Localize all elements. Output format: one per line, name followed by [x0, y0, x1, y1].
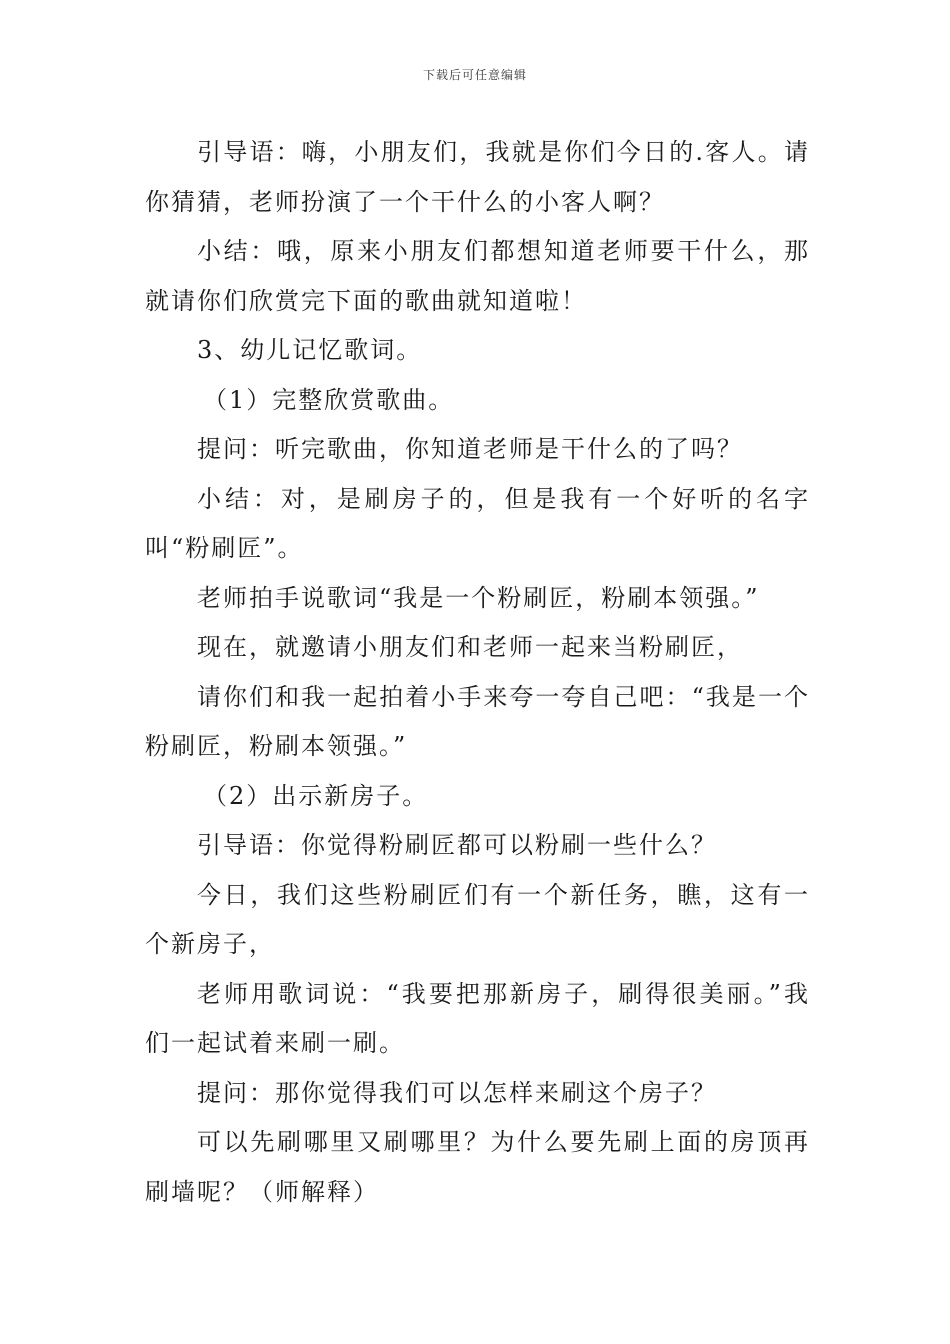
document-body: [145, 128, 810, 1217]
paragraph-substep-1: （1）完整欣赏歌曲。: [203, 385, 455, 414]
paragraph-new-task: 今日，我们这些粉刷匠们有一个新任务，瞧，这有一个新房子，: [145, 880, 810, 958]
paragraph-summary-1: 小结：哦，原来小朋友们都想知道老师要干什么，那就请你们欣赏完下面的歌曲就知道啦！: [145, 237, 810, 315]
paragraph-clap-praise: 请你们和我一起拍着小手来夸一夸自己吧：“我是一个粉刷匠，粉刷本领强。”: [145, 682, 810, 760]
paragraph-intro-greeting: 引导语：嗨，小朋友们，我就是你们今日的.客人。请你猜猜，老师扮演了一个干什么的小客人啊？: [145, 138, 810, 216]
paragraph-guide-question: 引导语：你觉得粉刷匠都可以粉刷一些什么？: [197, 831, 717, 859]
paragraph-invitation: 现在，就邀请小朋友们和老师一起来当粉刷匠，: [197, 633, 743, 661]
paragraph-teacher-lyrics: 老师拍手说歌词“我是一个粉刷匠，粉刷本领强。”: [197, 583, 760, 612]
paragraph-question-3: 可以先刷哪里又刷哪里？为什么要先刷上面的房顶再刷墙呢？（师解释）: [145, 1128, 810, 1206]
paragraph-question-2: 提问：那你觉得我们可以怎样来刷这个房子？: [197, 1078, 717, 1107]
paragraph-substep-2: （2）出示新房子。: [203, 781, 429, 810]
paragraph-teacher-song: 老师用歌词说：“我要把那新房子，刷得很美丽。”我们一起试着来刷一刷。: [145, 979, 810, 1057]
paragraph-summary-2: 小结：对，是刷房子的，但是我有一个好听的名字叫“粉刷匠”。: [145, 484, 810, 562]
page-header: 下载后可任意编辑: [422, 68, 527, 82]
paragraph-step-3: 3、幼儿记忆歌词。: [197, 336, 423, 364]
paragraph-question-1: 提问：听完歌曲，你知道老师是干什么的了吗？: [197, 435, 743, 463]
